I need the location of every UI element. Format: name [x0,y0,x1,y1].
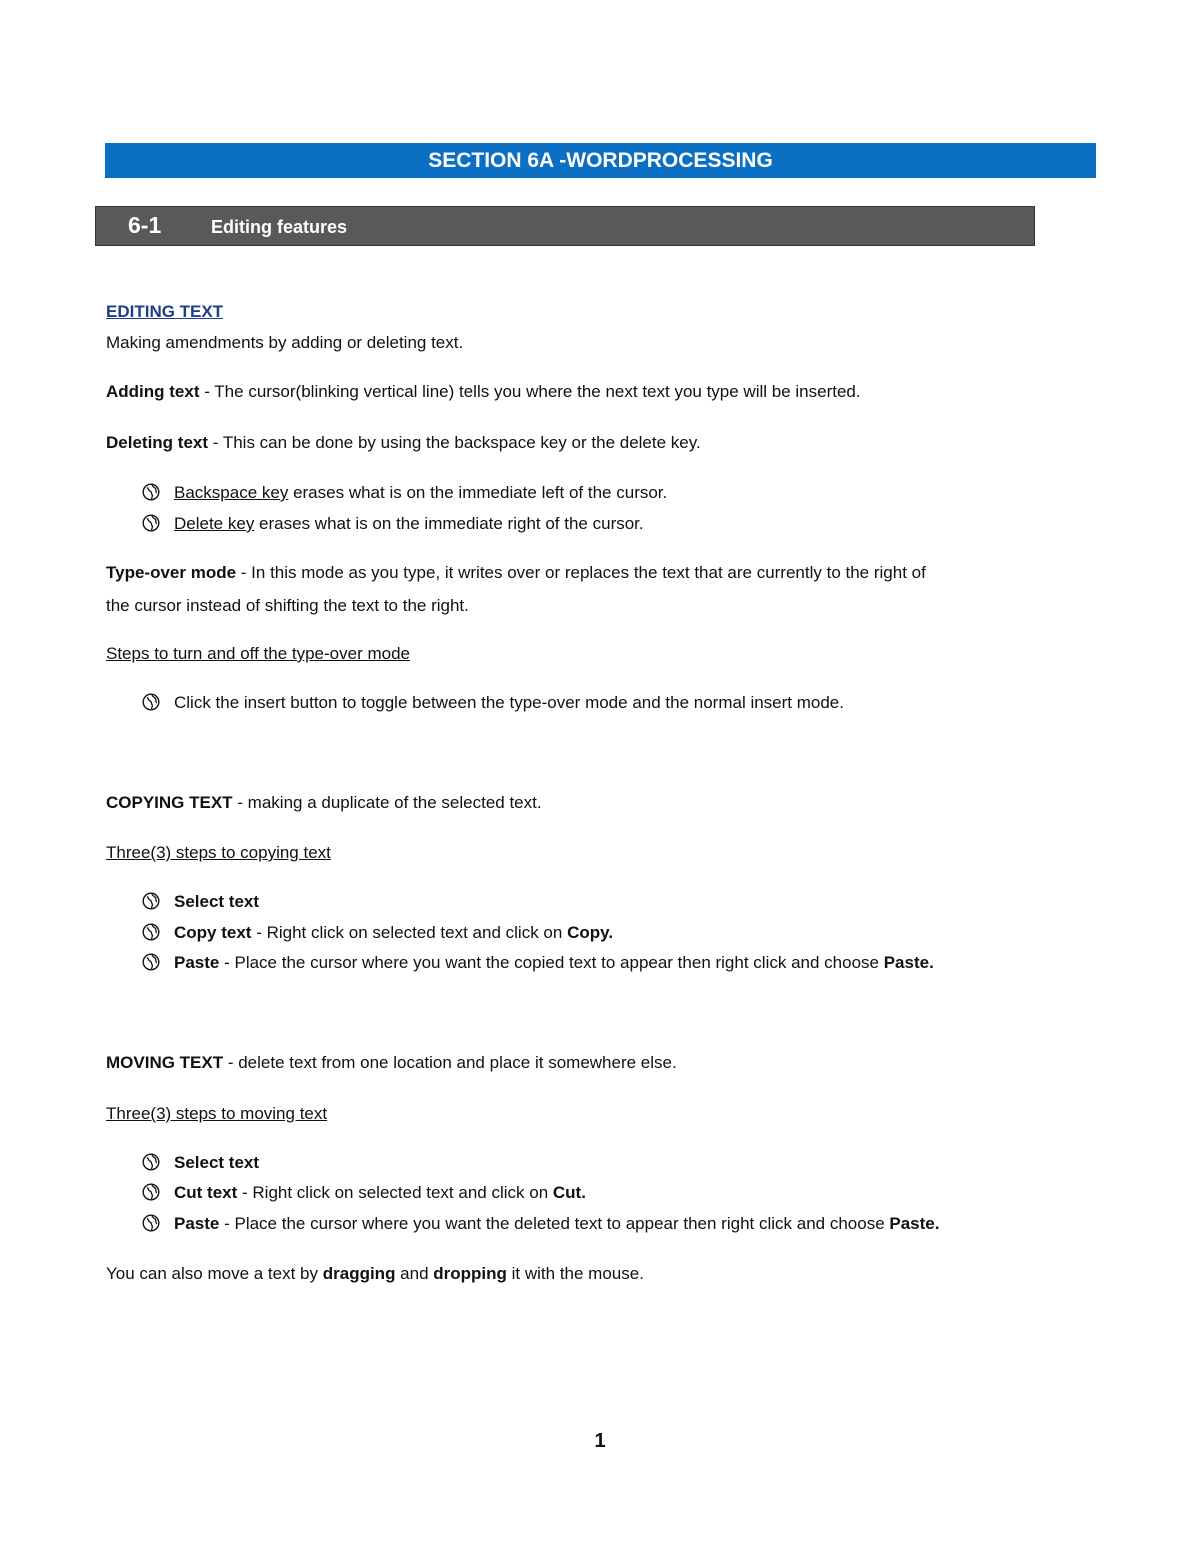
copy-step3-action: Paste [883,953,930,972]
globe-bullet-icon [142,923,160,941]
copying-text-desc: - making a duplicate of the selected text. [232,793,542,812]
editing-text-heading[interactable]: EDITING TEXT [106,302,224,321]
list-item [142,482,667,504]
backspace-key-label: Backspace key [174,483,289,502]
note-dropping: dropping [433,1264,507,1283]
move-step3-term: Paste [174,1214,220,1233]
move-step2-term: Cut text [174,1183,238,1202]
deleting-text-desc: - This can be done by using the backspace key or the delete key. [208,433,701,452]
list-item [142,891,259,913]
move-step1-term: Select text [174,1153,260,1172]
list-item [142,692,844,714]
globe-bullet-icon [142,514,160,532]
copying-text-term: COPYING TEXT [106,793,233,812]
list-item: Copy text - Right click on selected text and click on Copy. [142,922,613,944]
globe-bullet-icon [142,953,160,971]
editing-intro: Making amendments by adding or deleting text. [106,333,464,352]
copy-step2-action: Copy [567,923,609,942]
subsection-number: 6-1 [128,212,162,238]
copy-step2-term: Copy text [174,923,252,942]
section-banner: SECTION 6A -WORDPROCESSING [105,143,1096,178]
move-step2-action: Cut [552,1183,582,1202]
copy-step1-term: Select text [174,892,260,911]
subsection-title: Editing features [211,217,348,237]
copying-text-paragraph [106,792,542,814]
globe-bullet-icon [142,1214,160,1232]
list-item: Paste - Place the cursor where you want the deleted text to appear then right click and choose Paste. [142,1213,939,1235]
moving-text-desc: - delete text from one location and place it somewhere else. [223,1053,677,1072]
drag-drop-note [106,1263,644,1285]
globe-bullet-icon [142,892,160,910]
list-item: Cut text - Right click on selected text and click on Cut. [142,1182,586,1204]
globe-bullet-icon [142,1183,160,1201]
copying-steps-heading: Three(3) steps to copying text [106,843,331,862]
typeover-desc-continued: the cursor instead of shifting the text to the right. [106,596,469,615]
deleting-text-term: Deleting text [106,433,209,452]
copy-step3-desc: - Place the cursor where you want the copied text to appear then right click and choose [219,953,884,972]
insert-toggle-step: Click the insert button to toggle between the type-over mode and the normal insert mode. [174,693,844,712]
page-number: 1 [594,1430,606,1452]
note-dragging: dragging [322,1264,396,1283]
subsection-bar [95,206,1035,246]
note-part: You can also move a text by [106,1264,323,1283]
typeover-steps-heading: Steps to turn and off the type-over mode [106,644,410,663]
list-item: Paste - Place the cursor where you want the copied text to appear then right click and choose Paste. [142,952,934,974]
globe-bullet-icon [142,483,160,501]
move-step3-action: Paste [889,1214,935,1233]
deleting-text-paragraph [106,432,701,454]
copy-step2-desc: - Right click on selected text and click on [251,923,568,942]
note-part: it with the mouse. [506,1264,644,1283]
copy-step3-term: Paste [174,953,220,972]
globe-bullet-icon [142,1153,160,1171]
adding-text-paragraph [106,381,861,403]
delete-key-label: Delete key [174,514,255,533]
list-item [142,1152,259,1174]
delete-key-desc: erases what is on the immediate right of the cursor. [254,514,644,533]
move-step3-desc: - Place the cursor where you want the deleted text to appear then right click and choose [219,1214,890,1233]
typeover-term: Type-over mode [106,563,237,582]
typeover-desc: - In this mode as you type, it writes over or replaces the text that are currently to the right of [236,563,926,582]
moving-text-paragraph [106,1052,677,1074]
adding-text-term: Adding text [106,382,200,401]
adding-text-desc: - The cursor(blinking vertical line) tells you where the next text you type will be inserted. [199,382,861,401]
note-part: and [395,1264,434,1283]
typeover-paragraph [106,562,926,584]
moving-text-term: MOVING TEXT [106,1053,224,1072]
move-step2-desc: - Right click on selected text and click on [237,1183,553,1202]
moving-steps-heading: Three(3) steps to moving text [106,1104,328,1123]
backspace-key-desc: erases what is on the immediate left of the cursor. [288,483,668,502]
list-item [142,513,644,535]
globe-bullet-icon [142,693,160,711]
